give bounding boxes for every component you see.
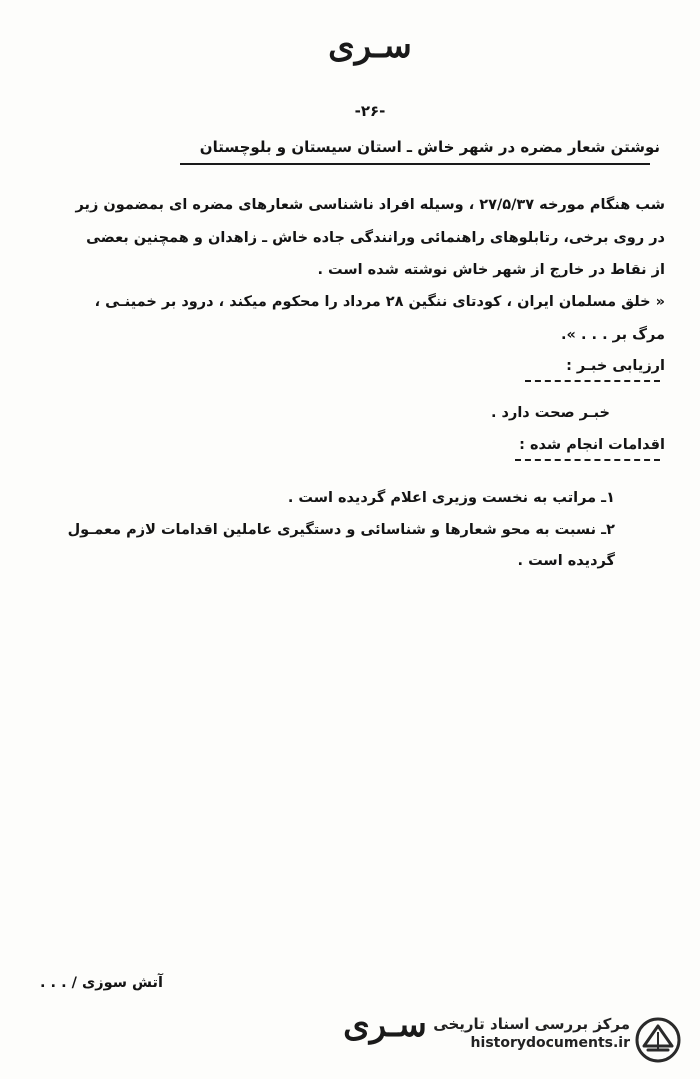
body-line-4: « خلق مسلمان ایران ، کودتای ننگین ۲۸ مرداد را محکوم میکند ، درود بر خمینـی ، bbox=[94, 294, 665, 310]
actions-heading-underline bbox=[515, 459, 660, 461]
actions-heading: اقدامات انجام شده : bbox=[519, 437, 665, 453]
watermark-url: historydocuments.ir bbox=[470, 1035, 630, 1051]
document-number: -۲۶- bbox=[354, 102, 386, 120]
subject-underline bbox=[180, 163, 650, 165]
body-line-5: مرگ بر . . . ». bbox=[561, 327, 665, 343]
footer-reference: آتش سوزی / . . . bbox=[40, 975, 163, 991]
action-item-1: ۱ـ مراتب به نخست وزیری اعلام گردیده است . bbox=[287, 490, 615, 506]
assessment-text: خبـر صحت دارد . bbox=[490, 405, 610, 421]
body-line-2: در روی برخی، رتابلوهای راهنمائی ورانندگی جاده خاش ـ زاهدان و همچنین بعضی bbox=[86, 230, 665, 246]
watermark-name: مرکز بررسی اسناد تاریخی bbox=[433, 1015, 630, 1033]
action-item-2-line-2: گردیده است . bbox=[517, 553, 615, 569]
body-line-3: از نقاط در خارج از شهر خاش نوشته شده است . bbox=[317, 262, 665, 278]
assessment-heading: ارزیابی خبـر : bbox=[566, 358, 665, 374]
archive-logo-icon bbox=[634, 1016, 682, 1064]
action-item-2-line-1: ۲ـ نسبت به محو شعارها و شناسائی و دستگیری عاملین اقدامات لازم معمـول bbox=[67, 522, 615, 538]
assessment-heading-underline bbox=[525, 380, 660, 382]
bottom-classification-stamp: سـری bbox=[343, 1005, 427, 1045]
document-subject: نوشتن شعار مضره در شهر خاش ـ استان سیستان و بلوچستان bbox=[199, 138, 660, 156]
archive-watermark bbox=[420, 1015, 630, 1051]
top-classification-stamp: سـری bbox=[328, 26, 412, 66]
body-line-1: شب هنگام مورخه ۲۷/۵/۳۷ ، وسیله افراد ناشناسی شعارهای مضره ای بمضمون زیر bbox=[75, 197, 665, 213]
